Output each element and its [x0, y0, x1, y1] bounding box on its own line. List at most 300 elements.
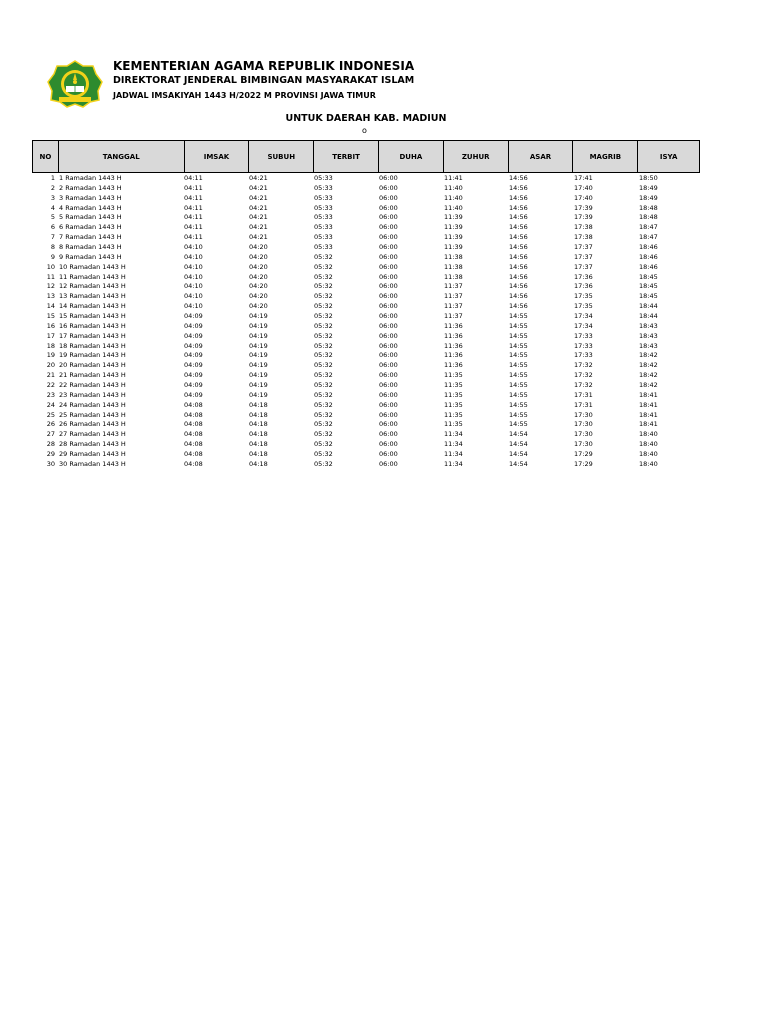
- region-title: UNTUK DAERAH KAB. MADIUN: [285, 113, 447, 124]
- cell-isya: 18:47: [639, 233, 658, 242]
- table-row: [32, 420, 700, 430]
- cell-magrib: 17:36: [574, 272, 593, 281]
- cell-tanggal: 17 Ramadan 1443 H: [59, 331, 126, 340]
- cell-terbit: 05:32: [314, 252, 333, 261]
- cell-no: 28: [46, 440, 55, 449]
- cell-zuhur: 11:34: [444, 430, 463, 439]
- cell-no: 29: [46, 450, 55, 459]
- table-row: [32, 282, 700, 292]
- cell-asar: 14:55: [509, 341, 528, 350]
- cell-duha: 06:00: [379, 361, 398, 370]
- cell-imsak: 04:08: [184, 420, 203, 429]
- cell-imsak: 04:09: [184, 361, 203, 370]
- cell-isya: 18:44: [639, 312, 658, 321]
- cell-magrib: 17:34: [574, 312, 593, 321]
- cell-tanggal: 22 Ramadan 1443 H: [59, 381, 126, 390]
- cell-subuh: 04:19: [249, 331, 268, 340]
- cell-terbit: 05:32: [314, 321, 333, 330]
- cell-terbit: 05:32: [314, 351, 333, 360]
- cell-magrib: 17:40: [574, 183, 593, 192]
- cell-duha: 06:00: [379, 390, 398, 399]
- column-header-zuhur: ZUHUR: [443, 141, 508, 172]
- cell-imsak: 04:08: [184, 440, 203, 449]
- cell-magrib: 17:29: [574, 450, 593, 459]
- cell-zuhur: 11:34: [444, 440, 463, 449]
- cell-terbit: 05:32: [314, 450, 333, 459]
- cell-zuhur: 11:37: [444, 292, 463, 301]
- cell-zuhur: 11:37: [444, 282, 463, 291]
- cell-zuhur: 11:38: [444, 262, 463, 271]
- cell-isya: 18:50: [639, 174, 658, 182]
- cell-magrib: 17:37: [574, 262, 593, 271]
- cell-imsak: 04:11: [184, 193, 203, 202]
- cell-no: 15: [46, 312, 55, 321]
- table-row: [32, 401, 700, 411]
- cell-terbit: 05:32: [314, 282, 333, 291]
- cell-asar: 14:56: [509, 252, 528, 261]
- cell-magrib: 17:32: [574, 371, 593, 380]
- cell-magrib: 17:39: [574, 203, 593, 212]
- cell-tanggal: 6 Ramadan 1443 H: [59, 223, 122, 232]
- cell-asar: 14:55: [509, 321, 528, 330]
- cell-terbit: 05:33: [314, 233, 333, 242]
- cell-zuhur: 11:40: [444, 203, 463, 212]
- cell-no: 23: [46, 390, 55, 399]
- cell-magrib: 17:34: [574, 321, 593, 330]
- cell-asar: 14:55: [509, 410, 528, 419]
- cell-asar: 14:56: [509, 292, 528, 301]
- cell-terbit: 05:32: [314, 272, 333, 281]
- cell-no: 2: [50, 183, 55, 192]
- table-row: [32, 361, 700, 371]
- cell-duha: 06:00: [379, 381, 398, 390]
- cell-zuhur: 11:38: [444, 272, 463, 281]
- cell-zuhur: 11:35: [444, 371, 463, 380]
- cell-isya: 18:49: [639, 193, 658, 202]
- cell-asar: 14:56: [509, 183, 528, 192]
- cell-asar: 14:56: [509, 302, 528, 311]
- cell-isya: 18:45: [639, 282, 658, 291]
- cell-tanggal: 15 Ramadan 1443 H: [59, 312, 126, 321]
- cell-imsak: 04:09: [184, 381, 203, 390]
- table-row: [32, 322, 700, 332]
- table-row: [32, 381, 700, 391]
- cell-subuh: 04:18: [249, 459, 268, 468]
- schedule-table-body: [32, 174, 700, 470]
- cell-tanggal: 8 Ramadan 1443 H: [59, 243, 122, 252]
- cell-asar: 14:56: [509, 282, 528, 291]
- cell-subuh: 04:21: [249, 203, 268, 212]
- cell-magrib: 17:29: [574, 459, 593, 468]
- table-row: [32, 174, 700, 184]
- cell-isya: 18:42: [639, 351, 658, 360]
- cell-zuhur: 11:39: [444, 233, 463, 242]
- cell-imsak: 04:10: [184, 243, 203, 252]
- cell-magrib: 17:33: [574, 351, 593, 360]
- cell-subuh: 04:19: [249, 390, 268, 399]
- cell-subuh: 04:19: [249, 371, 268, 380]
- cell-no: 8: [50, 243, 55, 252]
- cell-tanggal: 30 Ramadan 1443 H: [59, 459, 126, 468]
- cell-no: 5: [50, 213, 55, 222]
- cell-tanggal: 4 Ramadan 1443 H: [59, 203, 122, 212]
- cell-no: 16: [46, 321, 55, 330]
- cell-zuhur: 11:36: [444, 341, 463, 350]
- cell-subuh: 04:21: [249, 213, 268, 222]
- cell-tanggal: 23 Ramadan 1443 H: [59, 390, 126, 399]
- cell-terbit: 05:32: [314, 459, 333, 468]
- column-header-isya: ISYA: [637, 141, 699, 172]
- cell-duha: 06:00: [379, 440, 398, 449]
- cell-subuh: 04:20: [249, 262, 268, 271]
- cell-asar: 14:55: [509, 312, 528, 321]
- cell-terbit: 05:32: [314, 331, 333, 340]
- cell-no: 12: [46, 282, 55, 291]
- column-header-imsak: IMSAK: [184, 141, 249, 172]
- cell-asar: 14:56: [509, 262, 528, 271]
- cell-imsak: 04:11: [184, 203, 203, 212]
- cell-subuh: 04:20: [249, 252, 268, 261]
- cell-zuhur: 11:36: [444, 361, 463, 370]
- cell-zuhur: 11:39: [444, 223, 463, 232]
- cell-imsak: 04:09: [184, 341, 203, 350]
- cell-magrib: 17:37: [574, 243, 593, 252]
- cell-magrib: 17:31: [574, 390, 593, 399]
- cell-duha: 06:00: [379, 400, 398, 409]
- table-row: [32, 184, 700, 194]
- cell-magrib: 17:32: [574, 381, 593, 390]
- cell-tanggal: 14 Ramadan 1443 H: [59, 302, 126, 311]
- cell-no: 18: [46, 341, 55, 350]
- cell-subuh: 04:21: [249, 193, 268, 202]
- cell-terbit: 05:33: [314, 223, 333, 232]
- cell-duha: 06:00: [379, 331, 398, 340]
- cell-isya: 18:43: [639, 331, 658, 340]
- cell-asar: 14:55: [509, 351, 528, 360]
- cell-tanggal: 12 Ramadan 1443 H: [59, 282, 126, 291]
- cell-isya: 18:47: [639, 223, 658, 232]
- cell-terbit: 05:32: [314, 341, 333, 350]
- table-row: [32, 440, 700, 450]
- cell-asar: 14:55: [509, 361, 528, 370]
- cell-imsak: 04:10: [184, 282, 203, 291]
- cell-tanggal: 3 Ramadan 1443 H: [59, 193, 122, 202]
- column-header-no: NO: [39, 152, 52, 161]
- column-header-subuh: SUBUH: [248, 141, 313, 172]
- table-row: [32, 351, 700, 361]
- cell-terbit: 05:33: [314, 174, 333, 182]
- cell-magrib: 17:33: [574, 341, 593, 350]
- table-row: [32, 263, 700, 273]
- cell-isya: 18:46: [639, 243, 658, 252]
- cell-asar: 14:56: [509, 203, 528, 212]
- cell-duha: 06:00: [379, 174, 398, 182]
- cell-isya: 18:40: [639, 459, 658, 468]
- cell-subuh: 04:21: [249, 223, 268, 232]
- cell-terbit: 05:32: [314, 381, 333, 390]
- table-row: [32, 450, 700, 460]
- cell-no: 7: [50, 233, 55, 242]
- table-row: [32, 332, 700, 342]
- cell-isya: 18:40: [639, 430, 658, 439]
- cell-no: 9: [50, 252, 55, 261]
- cell-tanggal: 29 Ramadan 1443 H: [59, 450, 126, 459]
- cell-magrib: 17:30: [574, 420, 593, 429]
- cell-subuh: 04:20: [249, 302, 268, 311]
- cell-terbit: 05:32: [314, 410, 333, 419]
- cell-no: 17: [46, 331, 55, 340]
- cell-asar: 14:55: [509, 390, 528, 399]
- cell-duha: 06:00: [379, 292, 398, 301]
- cell-duha: 06:00: [379, 410, 398, 419]
- cell-isya: 18:48: [639, 203, 658, 212]
- column-header-terbit: TERBIT: [313, 141, 378, 172]
- cell-asar: 14:56: [509, 213, 528, 222]
- cell-isya: 18:40: [639, 450, 658, 459]
- cell-terbit: 05:32: [314, 312, 333, 321]
- cell-duha: 06:00: [379, 420, 398, 429]
- cell-magrib: 17:31: [574, 400, 593, 409]
- cell-isya: 18:44: [639, 302, 658, 311]
- cell-tanggal: 19 Ramadan 1443 H: [59, 351, 126, 360]
- cell-isya: 18:48: [639, 213, 658, 222]
- table-row: [32, 223, 700, 233]
- cell-zuhur: 11:35: [444, 390, 463, 399]
- cell-subuh: 04:20: [249, 282, 268, 291]
- cell-subuh: 04:18: [249, 420, 268, 429]
- cell-subuh: 04:19: [249, 351, 268, 360]
- cell-magrib: 17:39: [574, 213, 593, 222]
- cell-no: 24: [46, 400, 55, 409]
- cell-duha: 06:00: [379, 262, 398, 271]
- cell-subuh: 04:18: [249, 450, 268, 459]
- cell-terbit: 05:32: [314, 420, 333, 429]
- cell-no: 3: [50, 193, 55, 202]
- cell-asar: 14:54: [509, 450, 528, 459]
- table-row: [32, 292, 700, 302]
- cell-duha: 06:00: [379, 459, 398, 468]
- cell-imsak: 04:09: [184, 371, 203, 380]
- cell-zuhur: 11:40: [444, 183, 463, 192]
- cell-terbit: 05:32: [314, 430, 333, 439]
- cell-zuhur: 11:37: [444, 302, 463, 311]
- cell-zuhur: 11:36: [444, 321, 463, 330]
- cell-imsak: 04:10: [184, 252, 203, 261]
- cell-isya: 18:43: [639, 341, 658, 350]
- cell-duha: 06:00: [379, 450, 398, 459]
- cell-subuh: 04:20: [249, 243, 268, 252]
- cell-imsak: 04:08: [184, 459, 203, 468]
- cell-imsak: 04:09: [184, 321, 203, 330]
- cell-subuh: 04:20: [249, 272, 268, 281]
- cell-isya: 18:45: [639, 272, 658, 281]
- cell-imsak: 04:11: [184, 183, 203, 192]
- cell-zuhur: 11:35: [444, 400, 463, 409]
- cell-isya: 18:42: [639, 361, 658, 370]
- table-row: [32, 204, 700, 214]
- cell-duha: 06:00: [379, 351, 398, 360]
- table-row: [32, 460, 700, 470]
- cell-terbit: 05:33: [314, 193, 333, 202]
- cell-terbit: 05:33: [314, 203, 333, 212]
- cell-duha: 06:00: [379, 203, 398, 212]
- cell-duha: 06:00: [379, 213, 398, 222]
- cell-imsak: 04:09: [184, 390, 203, 399]
- cell-duha: 06:00: [379, 302, 398, 311]
- cell-isya: 18:42: [639, 371, 658, 380]
- cell-subuh: 04:21: [249, 174, 268, 182]
- table-row: [32, 233, 700, 243]
- ministry-title: KEMENTERIAN AGAMA REPUBLIK INDONESIA: [113, 59, 415, 73]
- cell-tanggal: 21 Ramadan 1443 H: [59, 371, 126, 380]
- column-header-tanggal: TANGGAL: [58, 141, 184, 172]
- cell-no: 27: [46, 430, 55, 439]
- kemenag-logo: [47, 60, 103, 108]
- cell-zuhur: 11:34: [444, 450, 463, 459]
- cell-magrib: 17:41: [574, 174, 593, 182]
- cell-asar: 14:56: [509, 223, 528, 232]
- cell-zuhur: 11:38: [444, 252, 463, 261]
- cell-tanggal: 9 Ramadan 1443 H: [59, 252, 122, 261]
- cell-imsak: 04:09: [184, 312, 203, 321]
- cell-tanggal: 27 Ramadan 1443 H: [59, 430, 126, 439]
- cell-terbit: 05:32: [314, 361, 333, 370]
- column-header-duha: DUHA: [378, 141, 443, 172]
- cell-asar: 14:54: [509, 430, 528, 439]
- cell-no: 21: [46, 371, 55, 380]
- cell-magrib: 17:32: [574, 361, 593, 370]
- cell-magrib: 17:36: [574, 282, 593, 291]
- cell-zuhur: 11:35: [444, 381, 463, 390]
- cell-tanggal: 24 Ramadan 1443 H: [59, 400, 126, 409]
- cell-asar: 14:56: [509, 193, 528, 202]
- cell-duha: 06:00: [379, 312, 398, 321]
- cell-zuhur: 11:36: [444, 351, 463, 360]
- cell-isya: 18:42: [639, 381, 658, 390]
- cell-no: 19: [46, 351, 55, 360]
- table-row: [32, 371, 700, 381]
- table-row: [32, 312, 700, 322]
- cell-no: 11: [46, 272, 55, 281]
- cell-asar: 14:56: [509, 272, 528, 281]
- cell-zuhur: 11:37: [444, 312, 463, 321]
- table-row: [32, 391, 700, 401]
- cell-terbit: 05:33: [314, 243, 333, 252]
- cell-isya: 18:45: [639, 292, 658, 301]
- cell-tanggal: 1 Ramadan 1443 H: [59, 174, 122, 182]
- cell-tanggal: 18 Ramadan 1443 H: [59, 341, 126, 350]
- table-row: [32, 273, 700, 283]
- cell-no: 10: [46, 262, 55, 271]
- cell-duha: 06:00: [379, 430, 398, 439]
- cell-subuh: 04:20: [249, 292, 268, 301]
- cell-magrib: 17:38: [574, 223, 593, 232]
- cell-tanggal: 28 Ramadan 1443 H: [59, 440, 126, 449]
- table-row: [32, 213, 700, 223]
- cell-zuhur: 11:39: [444, 213, 463, 222]
- cell-imsak: 04:11: [184, 213, 203, 222]
- table-row: [32, 194, 700, 204]
- cell-imsak: 04:11: [184, 223, 203, 232]
- cell-isya: 18:41: [639, 400, 658, 409]
- cell-subuh: 04:19: [249, 312, 268, 321]
- cell-magrib: 17:35: [574, 292, 593, 301]
- cell-magrib: 17:30: [574, 430, 593, 439]
- cell-duha: 06:00: [379, 243, 398, 252]
- cell-zuhur: 11:40: [444, 193, 463, 202]
- cell-isya: 18:49: [639, 183, 658, 192]
- cell-zuhur: 11:35: [444, 420, 463, 429]
- cell-no: 4: [50, 203, 55, 212]
- cell-no: 22: [46, 381, 55, 390]
- cell-magrib: 17:30: [574, 410, 593, 419]
- cell-duha: 06:00: [379, 321, 398, 330]
- cell-duha: 06:00: [379, 183, 398, 192]
- cell-asar: 14:56: [509, 233, 528, 242]
- cell-no: 30: [46, 459, 55, 468]
- cell-tanggal: 13 Ramadan 1443 H: [59, 292, 126, 301]
- cell-asar: 14:54: [509, 459, 528, 468]
- cell-terbit: 05:32: [314, 262, 333, 271]
- directorate-subtitle: DIREKTORAT JENDERAL BIMBINGAN MASYARAKAT ISLAM: [113, 75, 415, 86]
- table-row: [32, 342, 700, 352]
- cell-terbit: 05:32: [314, 440, 333, 449]
- column-header-magrib: MAGRIB: [572, 141, 637, 172]
- cell-terbit: 05:32: [314, 400, 333, 409]
- cell-imsak: 04:10: [184, 292, 203, 301]
- cell-imsak: 04:11: [184, 233, 203, 242]
- cell-tanggal: 20 Ramadan 1443 H: [59, 361, 126, 370]
- cell-duha: 06:00: [379, 272, 398, 281]
- cell-tanggal: 16 Ramadan 1443 H: [59, 321, 126, 330]
- cell-asar: 14:55: [509, 371, 528, 380]
- cell-asar: 14:56: [509, 174, 528, 182]
- cell-no: 20: [46, 361, 55, 370]
- cell-no: 1: [50, 174, 55, 182]
- cell-isya: 18:43: [639, 321, 658, 330]
- cell-terbit: 05:32: [314, 302, 333, 311]
- cell-isya: 18:46: [639, 252, 658, 261]
- cell-terbit: 05:33: [314, 183, 333, 192]
- cell-asar: 14:55: [509, 420, 528, 429]
- cell-subuh: 04:18: [249, 440, 268, 449]
- cell-subuh: 04:18: [249, 430, 268, 439]
- cell-subuh: 04:19: [249, 361, 268, 370]
- table-row: [32, 430, 700, 440]
- table-header: [32, 140, 700, 173]
- cell-tanggal: 5 Ramadan 1443 H: [59, 213, 122, 222]
- table-row: [32, 411, 700, 421]
- cell-zuhur: 11:41: [444, 174, 463, 182]
- cell-duha: 06:00: [379, 282, 398, 291]
- cell-isya: 18:41: [639, 410, 658, 419]
- cell-magrib: 17:35: [574, 302, 593, 311]
- cell-magrib: 17:40: [574, 193, 593, 202]
- cell-zuhur: 11:35: [444, 410, 463, 419]
- cell-no: 25: [46, 410, 55, 419]
- cell-duha: 06:00: [379, 193, 398, 202]
- cell-isya: 18:40: [639, 440, 658, 449]
- cell-isya: 18:46: [639, 262, 658, 271]
- cell-no: 26: [46, 420, 55, 429]
- cell-zuhur: 11:36: [444, 331, 463, 340]
- cell-terbit: 05:33: [314, 213, 333, 222]
- cell-asar: 14:55: [509, 331, 528, 340]
- cell-subuh: 04:21: [249, 183, 268, 192]
- column-header-asar: ASAR: [508, 141, 573, 172]
- degree-mark: o: [362, 126, 367, 135]
- cell-subuh: 04:21: [249, 233, 268, 242]
